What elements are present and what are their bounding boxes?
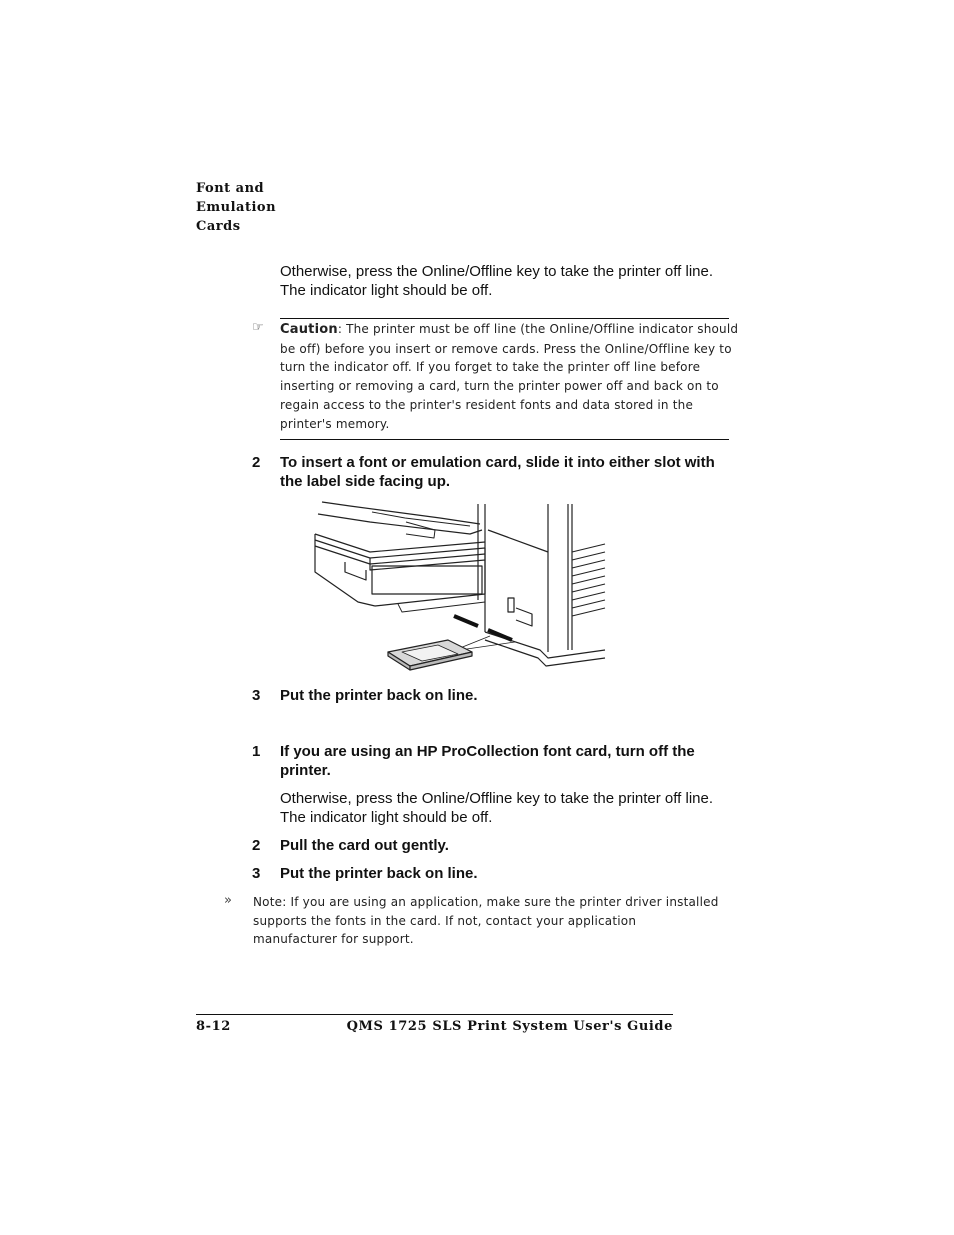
note-block [253, 893, 733, 949]
caution-line-3: turn the indicator off. If you forget to take the printer off line before [280, 360, 701, 375]
footer-title: QMS 1725 SLS Print System User's Guide [346, 1019, 673, 1034]
section-header-line-1: Font and [196, 181, 265, 196]
hand-pointing-icon: ☞ [252, 320, 264, 335]
card-slot-2 [488, 630, 512, 640]
card-slot-1 [454, 616, 478, 626]
caution-line-4: inserting or removing a card, turn the printer power off and back on to [280, 379, 719, 394]
caution-bottom-rule [280, 439, 729, 440]
caution-label: Caution [280, 322, 338, 337]
remove-otherwise-line-1: Otherwise, press the Online/Offline key to take the printer off line. [280, 790, 714, 807]
remove-otherwise-paragraph [280, 789, 750, 827]
footer-page-number: 8-12 [196, 1019, 231, 1034]
remove-otherwise-line-2: The indicator light should be off. [280, 809, 493, 826]
remove-step-1-text [280, 742, 750, 780]
caution-top-rule [280, 318, 729, 319]
caution-line-6: printer's memory. [280, 416, 390, 431]
caution-block [280, 320, 740, 433]
section-header-line-3: Cards [196, 219, 241, 234]
intro-paragraph [280, 262, 750, 300]
tray-top-line-2 [322, 502, 480, 524]
font-card [388, 640, 472, 670]
remove-step-1-line-1: If you are using an HP ProCollection font card, turn off the [280, 743, 695, 760]
double-chevron-icon: » [224, 893, 232, 908]
note-line-3: manufacturer for support. [253, 932, 414, 947]
remove-step-1-number: 1 [252, 743, 261, 760]
remove-step-1-line-2: printer. [280, 762, 331, 779]
caution-line-1 [280, 320, 740, 340]
side-vents [572, 544, 605, 616]
caution-line-5: regain access to the printer's resident fonts and data stored in the [280, 397, 694, 412]
remove-step-3-text: Put the printer back on line. [280, 865, 478, 882]
printer-card-slot-illustration [310, 500, 610, 675]
caution-line-2: be off) before you insert or remove cards. Press the Online/Offline key to [280, 341, 732, 356]
note-line-1: Note: If you are using an application, make sure the printer driver installed [253, 895, 719, 909]
insert-step-2-text [280, 453, 750, 491]
remove-step-2-number: 2 [252, 837, 261, 854]
insert-step-2-line-1: To insert a font or emulation card, slide it into either slot with [280, 454, 715, 471]
footer-rule [196, 1014, 673, 1015]
remove-step-3-number: 3 [252, 865, 261, 882]
caution-text-1: : The printer must be off line (the Online/Offline indicator should [337, 322, 739, 336]
intro-line-2: The indicator light should be off. [280, 282, 493, 299]
insert-step-2-line-2: the label side facing up. [280, 473, 451, 490]
section-header [196, 179, 316, 236]
section-header-line-2: Emulation [196, 200, 277, 215]
insert-step-3-number: 3 [252, 687, 261, 704]
intro-line-1: Otherwise, press the Online/Offline key to take the printer off line. [280, 263, 714, 280]
insert-step-3-text: Put the printer back on line. [280, 687, 478, 704]
note-line-2: supports the fonts in the card. If not, contact your application [253, 913, 637, 928]
remove-step-2-text: Pull the card out gently. [280, 837, 449, 854]
insert-step-2-number: 2 [252, 454, 261, 471]
